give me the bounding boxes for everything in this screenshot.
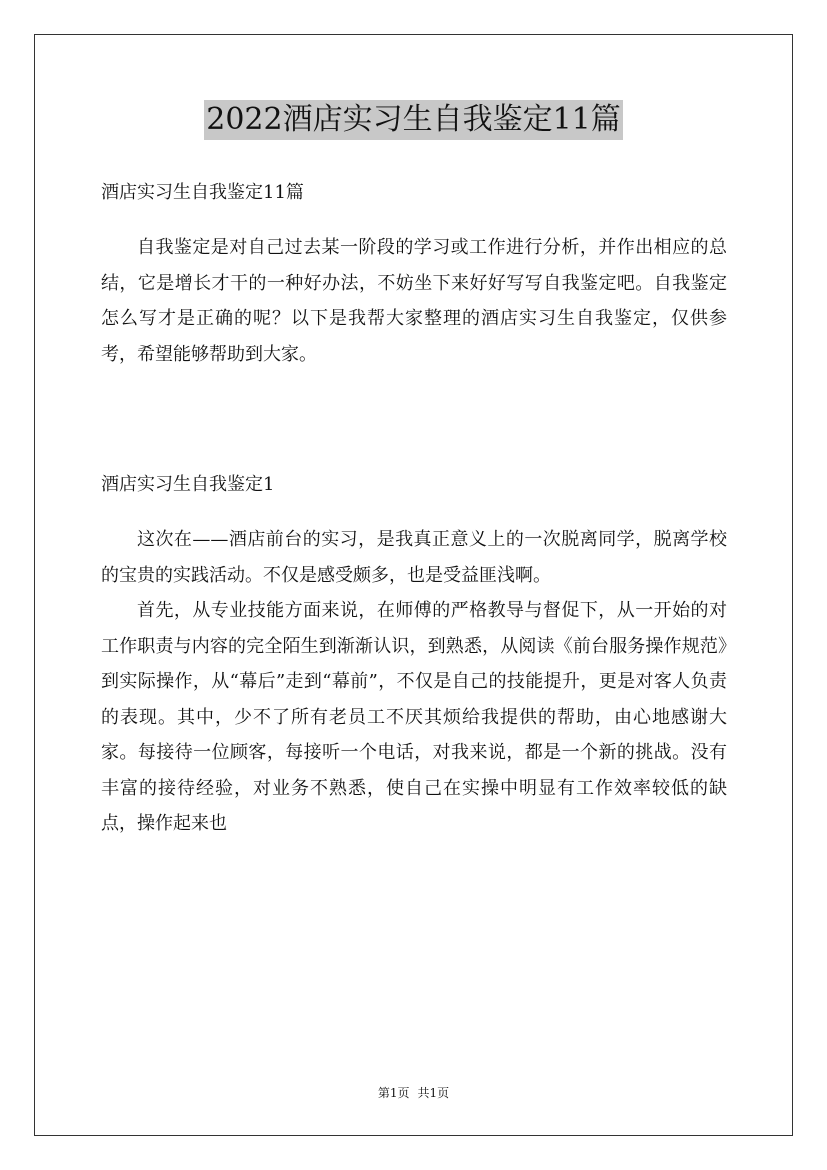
page-number: 第1页	[377, 1086, 410, 1100]
section-heading: 酒店实习生自我鉴定1	[101, 474, 275, 495]
section-paragraph: 这次在——酒店前台的实习，是我真正意义上的一次脱离同学，脱离学校的宝贵的实践活动。不仅是感受颇多，也是受益匪浅啊。	[101, 529, 727, 586]
intro-paragraph: 自我鉴定是对自己过去某一阶段的学习或工作进行分析，并作出相应的总结，它是增长才干的一种好办法，不妨坐下来好好写写自我鉴定吧。自我鉴定怎么写才是正确的呢？以下是我帮大家整理的酒店实习生自我鉴定，仅供参考，希望能够帮助到大家。	[101, 237, 727, 365]
page-total: 共1页	[417, 1086, 450, 1100]
title-container	[0, 100, 827, 140]
page-footer	[0, 1085, 827, 1101]
document-subtitle: 酒店实习生自我鉴定11篇	[101, 182, 304, 203]
section-paragraph: 首先，从专业技能方面来说，在师傅的严格教导与督促下，从一开始的对工作职责与内容的完全陌生到渐渐认识，到熟悉，从阅读《前台服务操作规范》到实际操作，从“幕后”走到“幕前”，不仅是自己的技能提升，更是对客人负责的表现。其中，少不了所有老员工不厌其烦给我提供的帮助，由心地感谢大家。每接待一位顾客，每接听一个电话，对我来说，都是一个新的挑战。没有丰富的接待经验，对业务不熟悉，使自己在实操中明显有工作效率较低的缺点，操作起来也	[101, 600, 727, 834]
document-title: 2022酒店实习生自我鉴定11篇	[204, 100, 623, 140]
document-body	[101, 176, 727, 842]
